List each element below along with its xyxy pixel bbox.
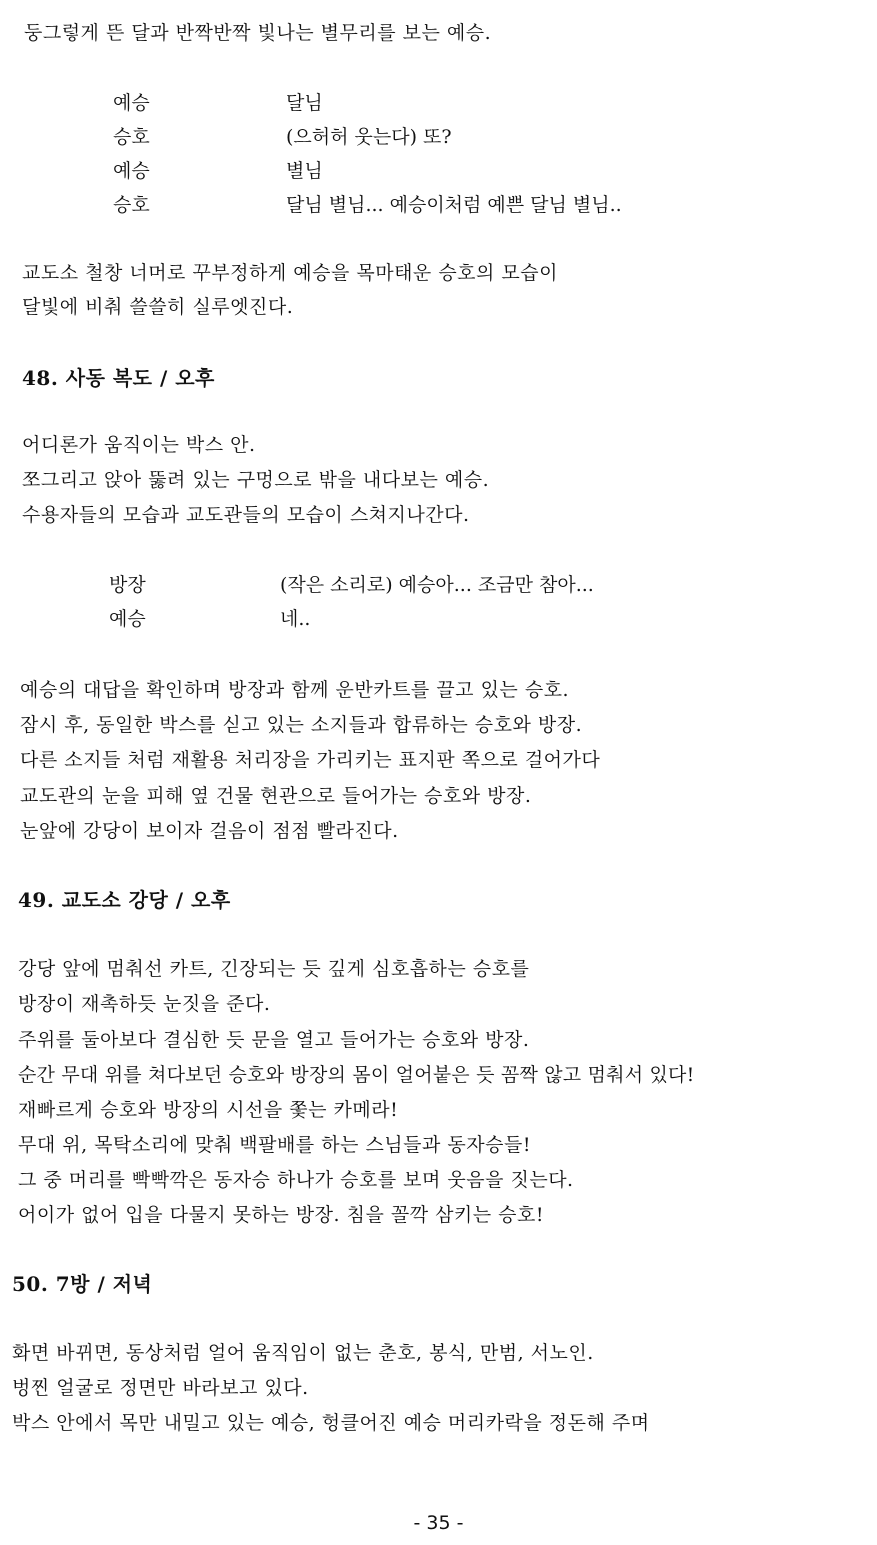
action-line: 화면 바뀌면, 동상처럼 얼어 움직임이 없는 춘호, 봉식, 만범, 서노인. xyxy=(12,1342,594,1364)
action-line: 눈앞에 강당이 보이자 걸음이 점점 빨라진다. xyxy=(20,820,399,842)
action-line: 순간 무대 위를 쳐다보던 승호와 방장의 몸이 얼어붙은 듯 꼼짝 않고 멈춰서 있다! xyxy=(18,1064,695,1086)
action-line: 박스 안에서 목만 내밀고 있는 예승, 헝클어진 예승 머리카락을 정돈해 주며 xyxy=(12,1412,650,1434)
action-line: 강당 앞에 멈춰선 카트, 긴장되는 듯 깊게 심호흡하는 승호를 xyxy=(18,958,530,980)
dialogue-name: 승호 xyxy=(113,194,150,216)
dialogue-text: (으허허 웃는다) 또? xyxy=(286,126,452,148)
dialogue-text: 네.. xyxy=(280,608,311,630)
action-line: 주위를 둘아보다 결심한 듯 문을 열고 들어가는 승호와 방장. xyxy=(18,1029,530,1051)
action-line: 달빛에 비춰 쓸쓸히 실루엣진다. xyxy=(22,296,294,318)
action-line: 교도관의 눈을 피해 옆 건물 현관으로 들어가는 승호와 방장. xyxy=(20,785,532,807)
action-line: 재빠르게 승호와 방장의 시선을 쫓는 카메라! xyxy=(18,1099,399,1121)
action-line: 방장이 재촉하듯 눈짓을 준다. xyxy=(18,993,271,1015)
action-line: 잠시 후, 동일한 박스를 싣고 있는 소지들과 합류하는 승호와 방장. xyxy=(20,714,583,736)
scene-heading: 48. 사동 복도 / 오후 xyxy=(22,366,215,390)
action-line: 무대 위, 목탁소리에 맞춰 백팔배를 하는 스님들과 동자승들! xyxy=(18,1134,531,1156)
dialogue-text: 별님 xyxy=(286,160,323,182)
action-line: 어디론가 움직이는 박스 안. xyxy=(22,434,256,456)
action-line: 다른 소지들 처럼 재활용 처리장을 가리키는 표지판 쪽으로 걸어가다 xyxy=(20,749,601,771)
scene-heading: 50. 7방 / 저녁 xyxy=(12,1272,153,1296)
dialogue-name: 예승 xyxy=(109,608,146,630)
action-line: 그 중 머리를 빡빡깍은 동자승 하나가 승호를 보며 웃음을 짓는다. xyxy=(18,1169,574,1191)
dialogue-name: 예승 xyxy=(113,92,150,114)
page-number: - 35 - xyxy=(413,1512,464,1534)
dialogue-name: 승호 xyxy=(113,126,150,148)
dialogue-name: 방장 xyxy=(109,574,146,596)
action-line: 교도소 철창 너머로 꾸부정하게 예승을 목마태운 승호의 모습이 xyxy=(22,262,558,284)
dialogue-text: 달님 xyxy=(286,92,323,114)
action-line: 예승의 대답을 확인하며 방장과 함께 운반카트를 끌고 있는 승호. xyxy=(20,679,570,701)
action-line: 벙찐 얼굴로 정면만 바라보고 있다. xyxy=(12,1377,309,1399)
dialogue-name: 예승 xyxy=(113,160,150,182)
scene-heading: 49. 교도소 강당 / 오후 xyxy=(18,888,231,912)
action-line: 수용자들의 모습과 교도관들의 모습이 스쳐지나간다. xyxy=(22,504,470,526)
action-line: 쪼그리고 앉아 뚫려 있는 구멍으로 밖을 내다보는 예승. xyxy=(22,469,490,491)
action-line: 어이가 없어 입을 다물지 못하는 방장. 침을 꼴깍 삼키는 승호! xyxy=(18,1204,545,1226)
action-line: 둥그렇게 뜬 달과 반짝반짝 빛나는 별무리를 보는 예승. xyxy=(24,22,492,44)
dialogue-text: 달님 별님... 예승이처럼 예쁜 달님 별님.. xyxy=(286,194,622,216)
dialogue-text: (작은 소리로) 예승아... 조금만 참아... xyxy=(280,574,594,596)
